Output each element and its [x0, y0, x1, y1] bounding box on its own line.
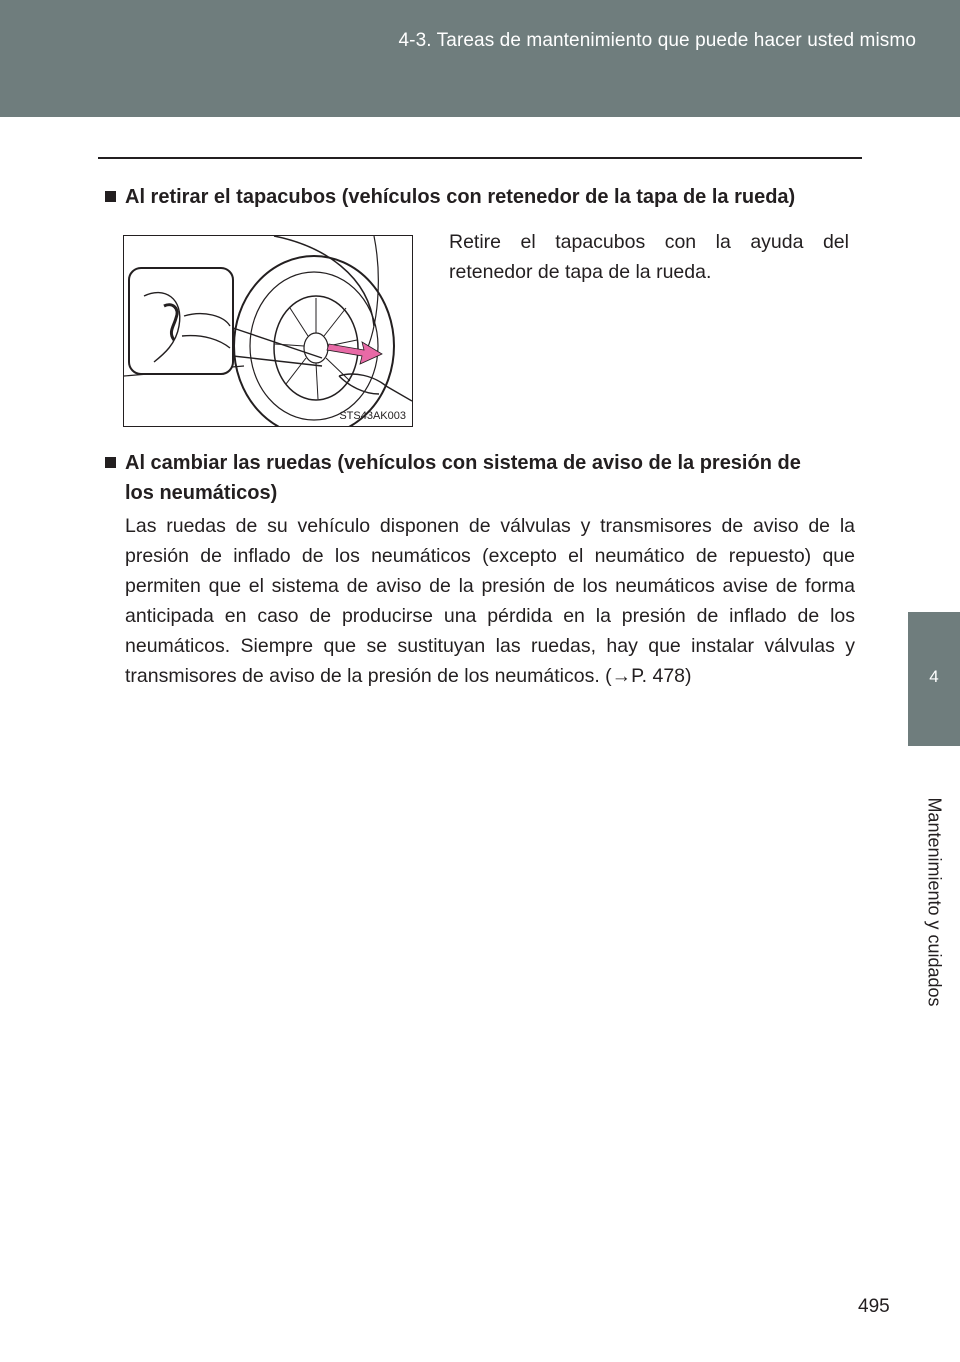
- section-title: 4-3. Tareas de mantenimiento que puede hacer usted mismo: [398, 30, 916, 51]
- page-number: 495: [858, 1296, 890, 1317]
- section2-heading-line2: los neumáticos): [125, 482, 278, 504]
- figure-code: STS43AK003: [339, 410, 406, 422]
- chapter-tab[interactable]: [908, 612, 960, 746]
- square-bullet-icon: [105, 457, 116, 468]
- square-bullet-icon: [105, 191, 116, 202]
- divider-rule: [98, 157, 862, 159]
- chapter-number: 4: [929, 667, 939, 686]
- section2-heading-line1: Al cambiar las ruedas (vehículos con sistema de aviso de la presión de: [125, 452, 801, 474]
- wheel-cap-drawing: [124, 236, 412, 426]
- chapter-label-tab: [908, 746, 960, 1058]
- section2-text: Las ruedas de su vehículo disponen de válvulas y transmisores de aviso de la presión de inflado de los neumáticos (excepto el neumático de repuesto) que permiten que el sistema de aviso de la presión de los neumáticos avise de forma anticipada en caso de producirse una pérdida en la presión de inflado de los neumáticos. Siempre que se sustituyan las ruedas, hay que instalar válvulas y transmisores de aviso de la presión de los neumáticos. (→P. 478): [125, 515, 855, 687]
- chapter-label: Mantenimiento y cuidados: [924, 797, 945, 1007]
- header-bar: [0, 0, 960, 117]
- section1-heading-text: Al retirar el tapacubos (vehículos con retenedor de la tapa de la rueda): [125, 186, 796, 208]
- section1-heading: [105, 182, 865, 212]
- section2-heading: [105, 448, 857, 508]
- wheel-cap-illustration: [123, 235, 413, 427]
- section1-text: Retire el tapacubos con la ayuda del retenedor de tapa de la rueda.: [449, 231, 849, 283]
